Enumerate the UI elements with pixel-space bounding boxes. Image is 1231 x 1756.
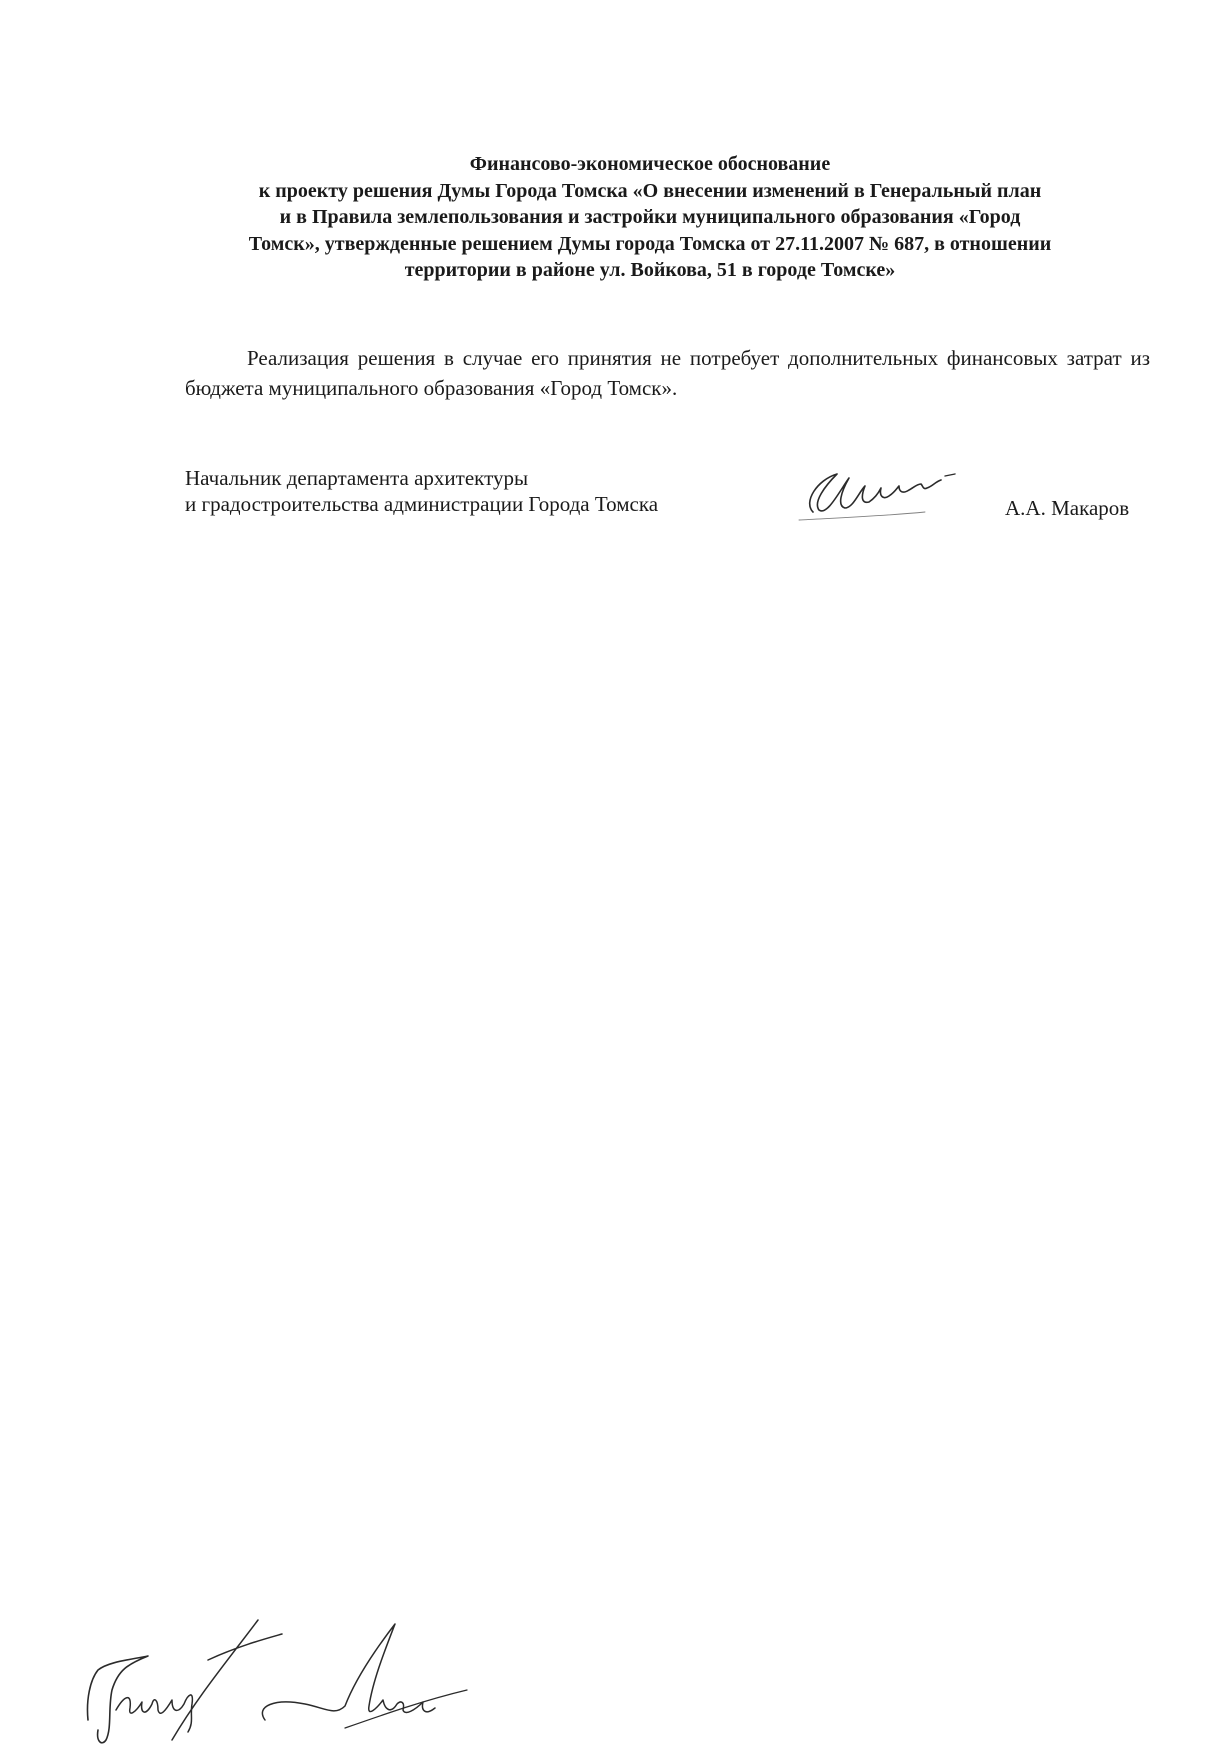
signatory-position [185, 465, 658, 517]
title-line-3: и в Правила землепользования и застройки муниципального образования «Город [279, 206, 1021, 228]
title-line-1: Финансово-экономическое обоснование [469, 153, 831, 175]
handwritten-signature [795, 462, 980, 524]
signatory-position-line-1: Начальник департамента архитектуры [185, 466, 529, 490]
body-paragraph: Реализация решения в случае его принятия не потребует дополнительных финансовых затрат из бюджета муниципального образования «Город Томск». [185, 346, 1150, 400]
signatory-name: А.А. Макаров [1005, 496, 1130, 520]
title-line-5: территории в районе ул. Войкова, 51 в городе Томске» [404, 259, 896, 281]
title-line-2: к проекту решения Думы Города Томска «О внесении изменений в Генеральный план [258, 179, 1042, 202]
title-line-4: Томск», утвержденные решением Думы города Томска от 27.11.2007 № 687, в отношении [248, 232, 1052, 255]
approval-signature-2 [245, 1610, 475, 1740]
document-title [150, 151, 1150, 284]
signatory-position-line-2: и градостроительства администрации Города Томска [185, 492, 659, 516]
